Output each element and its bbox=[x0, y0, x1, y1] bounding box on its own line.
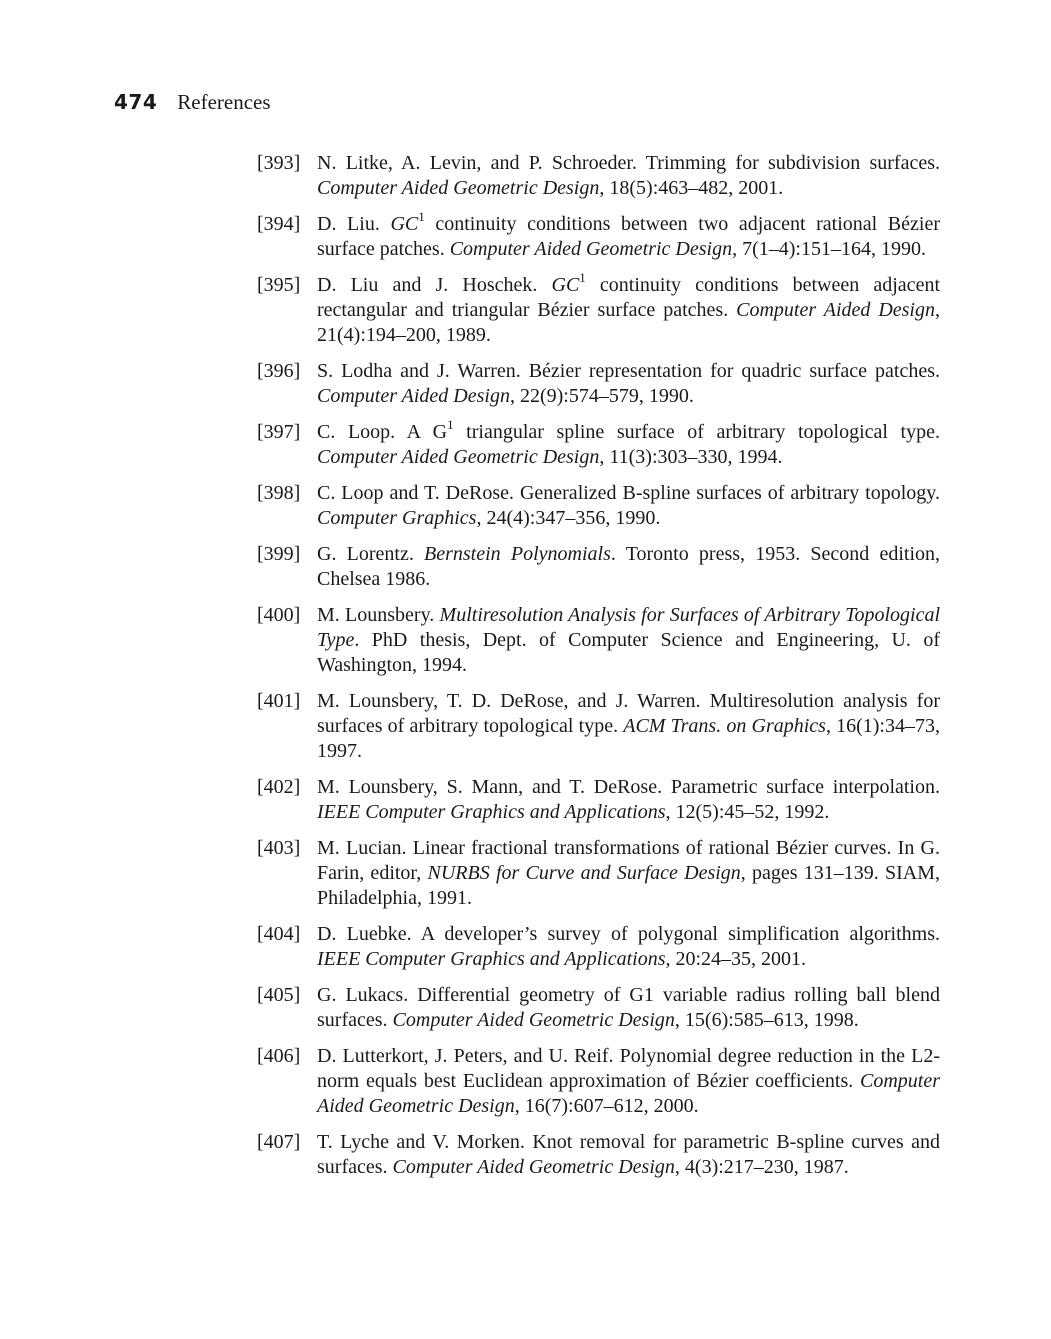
running-title: References bbox=[177, 90, 271, 114]
reference-text: C. Loop and T. DeRose. Generalized B-spline surfaces of arbitrary topology. Computer Graphics, 24(4):347–356, 1990. bbox=[317, 482, 940, 529]
reference-text: M. Lucian. Linear fractional transformations of rational Bézier curves. In G. Farin, editor, NURBS for Curve and Surface Design, pages 131–139. SIAM, Philadelphia, 1991. bbox=[317, 837, 940, 909]
reference-venue: Computer Graphics bbox=[317, 507, 477, 529]
reference-400 bbox=[257, 603, 940, 678]
reference-text: C. Loop. A $G^1$ triangular spline surface of arbitrary topological type. Computer Aided Geometric Design, 11(3):303–330, 1994. bbox=[317, 417, 940, 468]
reference-395 bbox=[257, 270, 940, 348]
reference-text: D. Lutterkort, J. Peters, and U. Reif. Polynomial degree reduction in the L2-norm equals best Euclidean approximation of Bézier coefficients. Computer Aided Geometric Design, 16(7):607–612, 2000. bbox=[317, 1045, 940, 1117]
reference-number: [405] bbox=[257, 984, 301, 1006]
reference-402 bbox=[257, 775, 940, 825]
reference-number: [399] bbox=[257, 543, 301, 565]
reference-text: G. Lorentz. Bernstein Polynomials. Toronto press, 1953. Second edition, Chelsea 1986. bbox=[317, 543, 941, 590]
reference-venue: Computer Aided Geometric Design bbox=[392, 1156, 675, 1178]
reference-number: [406] bbox=[257, 1045, 301, 1067]
reference-text: M. Lounsbery, T. D. DeRose, and J. Warren. Multiresolution analysis for surfaces of arbitrary topological type. ACM Trans. on Graphics, 16(1):34–73, 1997. bbox=[317, 690, 940, 762]
reference-398 bbox=[257, 481, 940, 531]
reference-number: [395] bbox=[257, 274, 301, 296]
reference-text: T. Lyche and V. Morken. Knot removal for parametric B-spline curves and surfaces. Computer Aided Geometric Design, 4(3):217–230, 1987. bbox=[317, 1131, 940, 1178]
reference-number: [404] bbox=[257, 923, 301, 945]
reference-text: D. Liu. $GC^1$ continuity conditions between two adjacent rational Bézier surface patches. Computer Aided Geometric Design, 7(1–4):151–164, 1990. bbox=[317, 209, 940, 260]
reference-number: [397] bbox=[257, 421, 301, 443]
reference-venue: NURBS for Curve and Surface Design bbox=[427, 862, 741, 884]
reference-text: M. Lounsbery. Multiresolution Analysis for Surfaces of Arbitrary Topological Type. PhD thesis, Dept. of Computer Science and Engineering, U. of Washington, 1994. bbox=[317, 604, 940, 676]
reference-venue: Computer Aided Design bbox=[317, 385, 510, 407]
reference-venue: IEEE Computer Graphics and Applications bbox=[317, 948, 666, 970]
reference-list bbox=[257, 151, 940, 1191]
page-number: 474 bbox=[114, 90, 158, 114]
reference-text: G. Lukacs. Differential geometry of G1 variable radius rolling ball blend surfaces. Computer Aided Geometric Design, 15(6):585–613, 1998. bbox=[317, 984, 940, 1031]
reference-text: N. Litke, A. Levin, and P. Schroeder. Trimming for subdivision surfaces. Computer Aided Geometric Design, 18(5):463–482, 2001. bbox=[317, 152, 940, 199]
reference-396 bbox=[257, 359, 940, 409]
reference-venue: Computer Aided Geometric Design bbox=[449, 238, 733, 260]
reference-venue: Computer Aided Geometric Design bbox=[392, 1009, 675, 1031]
reference-text: M. Lounsbery, S. Mann, and T. DeRose. Parametric surface interpolation. IEEE Computer Graphics and Applications, 12(5):45–52, 1992. bbox=[317, 776, 940, 823]
reference-number: [407] bbox=[257, 1131, 301, 1153]
reference-406 bbox=[257, 1044, 940, 1119]
reference-399 bbox=[257, 542, 940, 592]
math-symbol: GC bbox=[551, 274, 580, 296]
running-head bbox=[114, 90, 271, 115]
reference-text: D. Liu and J. Hoschek. $GC^1$ continuity conditions between adjacent rectangular and triangular Bézier surface patches. Computer Aided Design, 21(4):194–200, 1989. bbox=[317, 270, 940, 346]
math-symbol: GC bbox=[390, 213, 419, 235]
superscript: 1 bbox=[579, 270, 586, 286]
superscript: 1 bbox=[418, 209, 425, 225]
reference-number: [396] bbox=[257, 360, 301, 382]
reference-text: S. Lodha and J. Warren. Bézier representation for quadric surface patches. Computer Aided Design, 22(9):574–579, 1990. bbox=[317, 360, 940, 407]
reference-venue: Multiresolution Analysis for Surfaces of Arbitrary Topological Type bbox=[317, 604, 940, 651]
reference-venue: ACM Trans. on Graphics bbox=[623, 715, 826, 737]
reference-number: [402] bbox=[257, 776, 301, 798]
reference-venue: IEEE Computer Graphics and Applications bbox=[317, 801, 666, 823]
reference-venue: Computer Aided Geometric Design bbox=[317, 446, 600, 468]
reference-404 bbox=[257, 922, 940, 972]
reference-407 bbox=[257, 1130, 940, 1180]
superscript: 1 bbox=[447, 417, 454, 433]
reference-number: [394] bbox=[257, 213, 301, 235]
reference-venue: Computer Aided Geometric Design bbox=[317, 1070, 940, 1117]
reference-number: [400] bbox=[257, 604, 301, 626]
reference-venue: Computer Aided Geometric Design bbox=[317, 177, 600, 199]
reference-401 bbox=[257, 689, 940, 764]
reference-403 bbox=[257, 836, 940, 911]
reference-number: [403] bbox=[257, 837, 301, 859]
reference-venue: Computer Aided Design bbox=[736, 299, 935, 321]
reference-394 bbox=[257, 209, 940, 262]
reference-number: [398] bbox=[257, 482, 301, 504]
reference-text: D. Luebke. A developer’s survey of polygonal simplification algorithms. IEEE Computer Graphics and Applications, 20:24–35, 2001. bbox=[317, 923, 940, 970]
reference-number: [393] bbox=[257, 152, 301, 174]
reference-393 bbox=[257, 151, 940, 201]
reference-number: [401] bbox=[257, 690, 301, 712]
reference-397 bbox=[257, 417, 940, 470]
reference-venue: Bernstein Polynomials bbox=[424, 543, 611, 565]
reference-405 bbox=[257, 983, 940, 1033]
